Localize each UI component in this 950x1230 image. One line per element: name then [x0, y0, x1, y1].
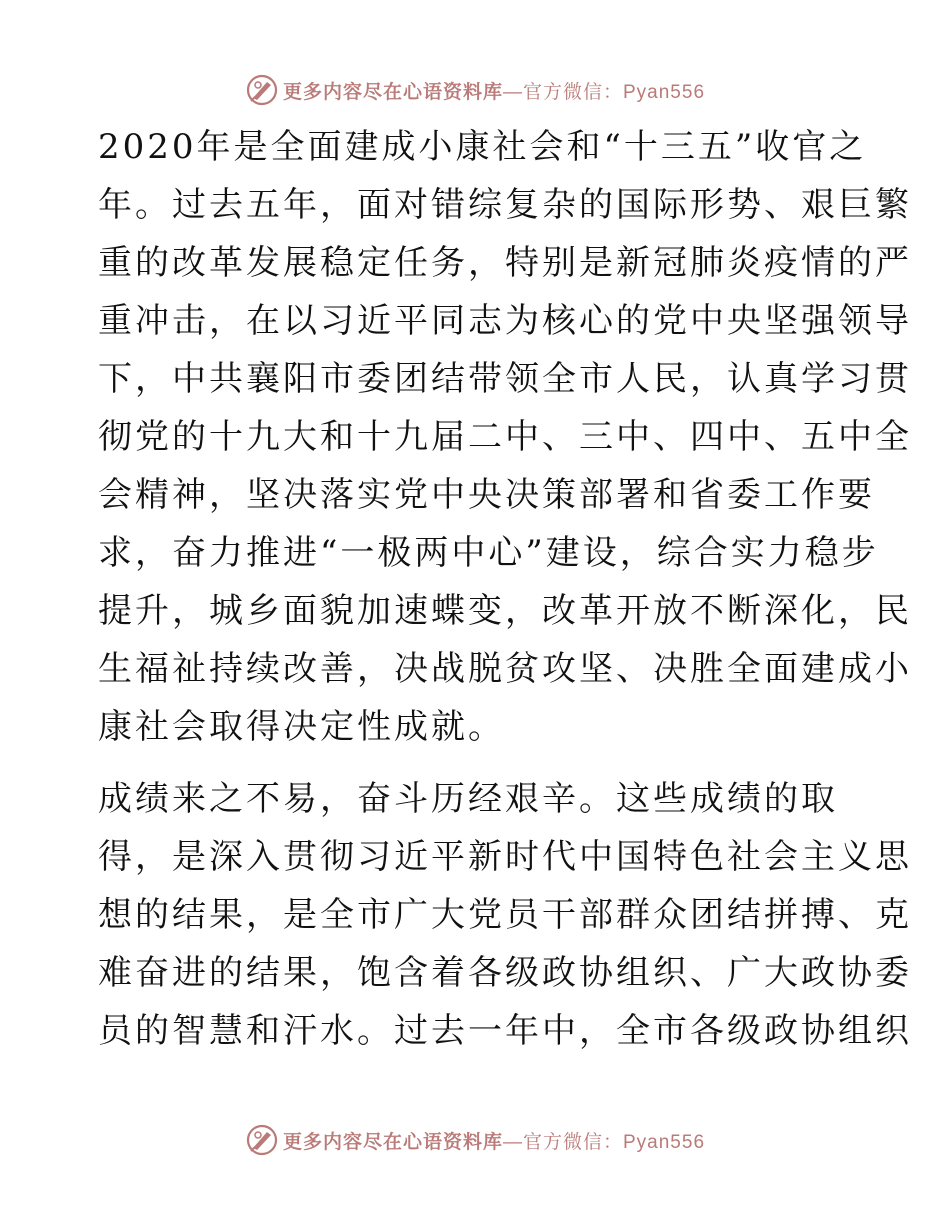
text-line: 求，奋力推进“一极两中心”建设，综合实力稳步 [98, 533, 879, 573]
footer-watermark [0, 1120, 950, 1160]
body-text [98, 118, 912, 1060]
watermark-site-text: 更多内容尽在心语资料库 [282, 81, 503, 103]
text-line: 彻党的十九大和十九届二中、三中、四中、五中全 [98, 417, 912, 457]
text-line: 2020年是全面建成小康社会和“十三五”收官之 [98, 127, 867, 167]
watermark-text [283, 77, 705, 104]
text-line: 重冲击，在以习近平同志为核心的党中央坚强领导 [98, 301, 912, 341]
paragraph-1 [98, 118, 912, 756]
quill-pen-logo-icon [245, 1123, 279, 1157]
header-watermark [0, 70, 950, 110]
text-line: 年。过去五年，面对错综复杂的国际形势、艰巨繁 [98, 185, 912, 225]
watermark-text [283, 1127, 705, 1154]
text-line: 下，中共襄阳市委团结带领全市人民，认真学习贯 [98, 359, 912, 399]
text-line: 成绩来之不易，奋斗历经艰辛。这些成绩的取 [98, 779, 838, 819]
paragraph-2 [98, 770, 912, 1060]
watermark-wechat-id: Pyan556 [623, 81, 706, 103]
watermark-wechat-id: Pyan556 [623, 1131, 706, 1153]
watermark-wechat-label: 官方微信： [522, 81, 623, 103]
quill-pen-logo-icon [245, 73, 279, 107]
watermark-dash: — [502, 1131, 523, 1153]
watermark-site-text: 更多内容尽在心语资料库 [282, 1131, 503, 1153]
watermark-wechat-label: 官方微信： [522, 1131, 623, 1153]
text-line: 提升，城乡面貌加速蝶变，改革开放不断深化，民 [98, 591, 912, 631]
watermark-dash: — [502, 81, 523, 103]
text-line: 员的智慧和汗水。过去一年中，全市各级政协组织 [98, 1011, 912, 1051]
text-line: 康社会取得决定性成就。 [98, 707, 505, 747]
text-line: 难奋进的结果，饱含着各级政协组织、广大政协委 [98, 953, 912, 993]
text-line: 重的改革发展稳定任务，特别是新冠肺炎疫情的严 [98, 243, 912, 283]
text-line: 生福祉持续改善，决战脱贫攻坚、决胜全面建成小 [98, 649, 912, 689]
text-line: 想的结果，是全市广大党员干部群众团结拼搏、克 [98, 895, 912, 935]
text-line: 得，是深入贯彻习近平新时代中国特色社会主义思 [98, 837, 912, 877]
text-line: 会精神，坚决落实党中央决策部署和省委工作要 [98, 475, 875, 515]
